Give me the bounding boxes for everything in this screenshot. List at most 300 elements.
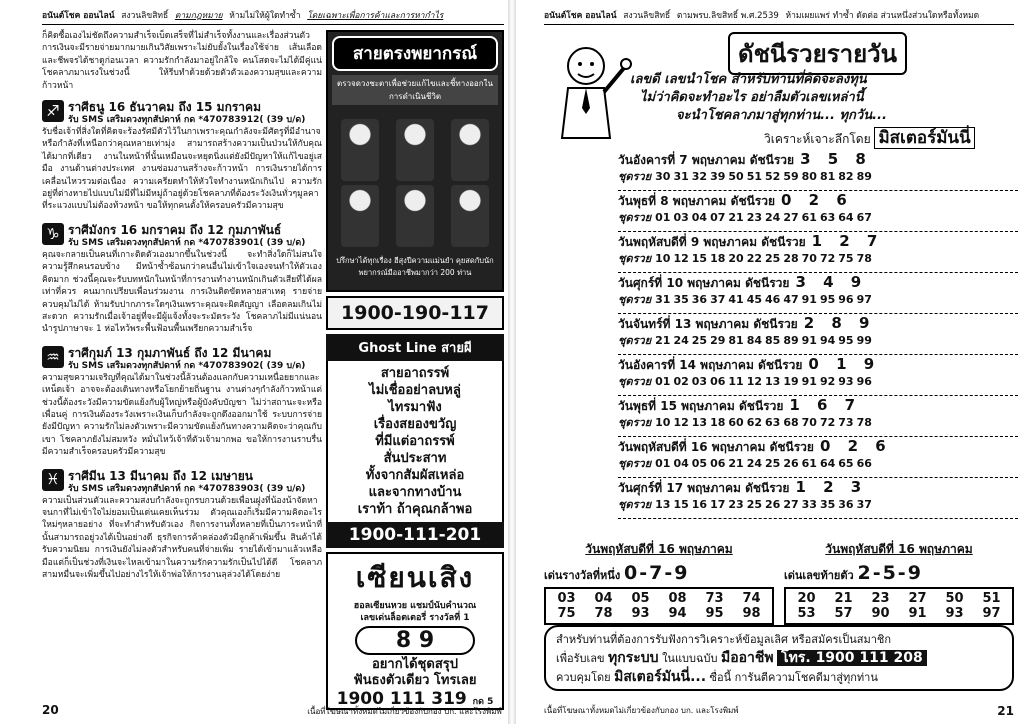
sign-heading	[68, 469, 305, 495]
draw-index-digits: 0 1 9	[808, 355, 881, 373]
set-number: 68	[783, 416, 799, 429]
zodiac-sign	[42, 469, 322, 582]
set-number: 84	[746, 334, 763, 347]
set-number: 61	[801, 211, 817, 224]
sign-body: ความเป็นส่วนตัวและความสงบกำลังจะถูกรบกวนด้วยเพื่อนฝูงที่น้องน้าจัดหาจนกาที่ไม่เข้าใจไม่ยอมเป็นเด่นเคยเห็นร่วม ตัวคุณเองก็เริ่มมีความคิดอะไรใหม่ๆหลายอย่าง ที่จะทำสำหรับตัวเอง กิจการงานทั้งหลายที่เป็นภาระหน้าที่นั้นสามารถอยู่วงได้เป็นอย่างดี ธุรกิจการค้าคล่องตัวมีลูกค้าเพิ่มขึ้น สินค้าได้รับความนิยม การเงินยังไม่ลงตัวสำหรับคนที่จ่ายเพิ่ม รายได้เข้ามาแล้วเหลือ มือแต่ก็เป็นช่วงที่เงินจะไหลเข้ามาในความรักความรักเป็นไปได้ดี โชคลาภสามหมื่นจะเพิ่มขึ้นไปอย่างไรให้เจ้าพ่อให้การงานลุล่วงได้โดยง่าย	[42, 495, 322, 580]
set-number: 15	[691, 252, 708, 265]
set-number: 37	[856, 498, 872, 511]
set-number: 93	[838, 375, 854, 388]
ad3-line-2: เลขเด่นล็อตเตอรี่ รางวัลที่ 1	[360, 613, 470, 623]
set-number: 23	[746, 211, 763, 224]
set-number: 19	[783, 375, 799, 388]
subscribe-text: เพื่อรับเลข	[556, 652, 605, 665]
draw-index-digits: 1 2 3	[795, 478, 868, 496]
banner-line-1: เลขดี เลขนำโชค สำหรับท่านที่คิดจะลงทุน	[630, 72, 867, 87]
ad3-lucky-numbers: 8 9	[355, 626, 475, 655]
draw-heading	[618, 397, 1018, 415]
index-label: ดัชนีรวย	[749, 153, 795, 167]
footer-disclaimer: เนื้อที่โฆษณาทั้งหมดไม่เกี่ยวข้องกับกอง บก. และโรงพิมพ์	[544, 706, 739, 715]
set-number: 65	[838, 457, 854, 470]
draw-row	[618, 437, 1018, 478]
intro-paragraph: ก็คิดซื้อเองไม่ชัดถึงความสำเร็จเบ็ดเสร็จที่ไม่สำเร็จทั้งงานและเรื่องส่วนตัว การเงินจะมีรายจ่ายมากมายเกินวิสัยเพราะไม่ยับยั้งในเรื่องใช้จ่าย เส้นเลือดและชีพจรได้ชาดูก่อนเวลา ความรักกำลังมาอยู่ใกล้ใจ คนโสดจะไม่ได้มีคู่แน่ โชคลาภมาแรงในช่วงนี้ ให้รีบทำด้วยด้วยตัวตัวเองความสุขและความก้าวหน้า	[42, 31, 322, 91]
sign-header	[42, 469, 322, 495]
prize-digits: 2-5-9	[857, 562, 923, 584]
astrologer-photo	[341, 119, 379, 181]
prize-number: 90	[871, 606, 890, 621]
page-number: 21	[997, 704, 1014, 718]
set-number: 01	[655, 375, 671, 388]
publisher-name: อนันต์โชค ออนไลน์	[544, 11, 617, 21]
draw-set-numbers	[618, 415, 1018, 431]
set-number: 94	[819, 334, 836, 347]
set-number: 12	[673, 416, 689, 429]
sign-sms-line: รับ SMS เสริมดวงทุกสัปดาห์ กด *470783903( (39 บ/ด)	[68, 483, 306, 494]
set-number: 03	[691, 375, 708, 388]
prize-number: 97	[982, 606, 1001, 621]
prize-number: 50	[945, 591, 964, 606]
sign-sms-line: รับ SMS เสริมดวงทุกสัปดาห์ กด *470783901( (39 บ/ด)	[68, 237, 306, 248]
ghost-line-text: สั่นประสาท	[383, 451, 447, 466]
draw-day: วันพฤหัสบดีที่ 9 พฤษภาคม	[618, 235, 758, 249]
set-number: 66	[856, 457, 872, 470]
draw-index-digits: 1 2 7	[811, 232, 884, 250]
index-label: ดัชนีรวย	[761, 235, 806, 249]
set-number: 51	[746, 170, 763, 183]
set-number: 27	[783, 498, 799, 511]
set-number: 41	[728, 293, 744, 306]
set-number: 17	[710, 498, 726, 511]
index-label: ดัชนีรวย	[758, 358, 803, 372]
astrologer-photo	[451, 185, 489, 247]
astrologer-photo	[341, 185, 379, 247]
sign-sms-line: รับ SMS เสริมดวงทุกสัปดาห์ กด *470783902( (39 บ/ด)	[68, 360, 306, 371]
set-number: 59	[783, 170, 799, 183]
prize-headline	[544, 562, 774, 584]
draw-set-numbers	[618, 497, 1018, 513]
horoscope-column	[42, 30, 322, 591]
draw-row	[618, 273, 1018, 314]
set-number: 25	[765, 252, 781, 265]
prize-number: 95	[705, 606, 724, 621]
index-label: ดัชนีรวย	[769, 440, 814, 454]
set-number: 32	[691, 170, 708, 183]
ad3-logo: เซียนเสิง	[355, 561, 475, 594]
set-label: ชุดรวย	[618, 457, 652, 470]
ghost-line-text: ที่มีแต่อาถรรพ์	[375, 434, 455, 449]
set-label: ชุดรวย	[618, 293, 652, 306]
set-number: 12	[746, 375, 763, 388]
draw-index-digits: 0 2 6	[819, 437, 892, 455]
draw-row	[618, 355, 1018, 396]
index-label: ดัชนีรวย	[739, 399, 784, 413]
set-number: 39	[710, 170, 726, 183]
zodiac-sign	[42, 100, 322, 213]
set-number: 05	[691, 457, 708, 470]
subscribe-text: ควบคุมโดย	[556, 671, 611, 684]
banner-line-3: จะนำโชคลาภมาสู่ทุกท่าน... ทุกวัน...	[676, 108, 887, 123]
ad3-phone-number: 1900 111 319	[336, 689, 467, 709]
zodiac-icon: ♑	[42, 223, 64, 245]
set-number: 78	[856, 416, 872, 429]
set-number: 18	[710, 252, 726, 265]
prize-number: 73	[705, 591, 724, 606]
prize-box-first	[544, 540, 774, 625]
zodiac-icon: ♓	[42, 469, 64, 491]
sign-heading	[68, 100, 305, 126]
ghost-line-body	[326, 361, 504, 522]
set-number: 30	[655, 170, 671, 183]
set-number: 81	[728, 334, 744, 347]
set-number: 64	[819, 457, 836, 470]
set-number: 96	[838, 293, 854, 306]
sign-header	[42, 100, 322, 126]
footer-disclaimer: เนื้อที่โฆษณาทั้งหมดไม่เกี่ยวข้องกับกอง บก. และโรงพิมพ์	[307, 707, 502, 716]
draw-heading	[618, 356, 1018, 374]
ad-column	[326, 30, 504, 709]
set-number: 80	[801, 170, 817, 183]
prize-number: 23	[871, 591, 890, 606]
set-number: 16	[691, 498, 708, 511]
copyright-text: สงวนลิขสิทธิ์	[121, 11, 169, 21]
ghost-line-text: เรื่องสยองขวัญ	[373, 417, 457, 432]
subscribe-bold: ทุกระบบ	[608, 650, 659, 666]
zodiac-sign	[42, 346, 322, 459]
set-number: 92	[819, 375, 836, 388]
notice-text: ห้ามเผยแพร่ ทำซ้ำ ดัดต่อ ส่วนหนึ่งส่วนใดหรือทั้งหมด	[785, 11, 980, 21]
banner-analyst	[764, 124, 975, 151]
prize-number: 53	[797, 606, 816, 621]
ad-caption: ปรึกษาได้ทุกเรื่อง ฮีสุงปีความแม่นยำ คุยสดกับนักพยากรณ์มืออาชีพมากว่า 200 ท่าน	[336, 256, 494, 277]
draw-day: วันศุกร์ที่ 10 พฤษภาคม	[618, 276, 741, 290]
set-number: 33	[801, 498, 817, 511]
draw-row	[618, 478, 1018, 519]
set-number: 24	[746, 457, 763, 470]
set-number: 37	[710, 293, 726, 306]
ad3-line-1: ฮอลเซียนหวย แชมป์นับคำนวณ	[353, 601, 477, 611]
set-number: 63	[819, 211, 836, 224]
set-number: 21	[655, 334, 671, 347]
set-number: 91	[801, 293, 817, 306]
ghost-line-text: ไทรมาฟัง	[388, 400, 442, 415]
ad3-ask: อยากได้ชุดสรุป	[371, 657, 458, 672]
set-number: 95	[819, 293, 836, 306]
publisher-name: อนันต์โชค ออนไลน์	[42, 11, 115, 21]
sign-header	[42, 346, 322, 372]
ghost-line-text: ไม่เชื่ออย่าลบหลู่	[369, 383, 461, 398]
sign-heading	[68, 223, 305, 249]
set-number: 35	[819, 498, 836, 511]
set-number: 89	[856, 170, 872, 183]
law-text: ตามกฎหมาย	[174, 11, 223, 21]
set-number: 50	[728, 170, 744, 183]
set-number: 72	[819, 416, 836, 429]
set-number: 46	[765, 293, 781, 306]
set-number: 04	[691, 211, 708, 224]
set-number: 47	[783, 293, 799, 306]
set-label: ชุดรวย	[618, 252, 652, 265]
draw-day: วันอังคารที่ 7 พฤษภาคม	[618, 153, 746, 167]
draw-day: วันจันทร์ที่ 13 พฤษภาคม	[618, 317, 750, 331]
subscribe-bold: มิสเตอร์มันนี่...	[614, 669, 707, 685]
set-number: 11	[728, 375, 744, 388]
astrologer-photo	[396, 119, 434, 181]
banner-line-2: ไม่ว่าคิดจะทำอะไร อย่าลืมตัวเลขเหล่านี้	[640, 90, 864, 105]
set-number: 60	[728, 416, 744, 429]
sign-body: รับชื่อเจ้าที่สิ่งใดที่คิดจะร้องรัศมีตัวไว้ในกาเพราะคุณกำลังจะมีศัตรูที่มีอำนาจหรือกำลังที่เหนือกว่าคุณหลายเท่ามุ่ง สามารถสร้างความเป็นป่วนให้กับคุณได้มากที่เดียว งานในหน้าที่นั้นเหมือนจะหยุดนิ่งแต่ยังมีปัญหาให้แก้ไขอยู่เสมือ งานด้านต่างประเทศ งานซ่อมงานสร้างจะก้าวหน้า การเงินรายได้การเคลื่อนไหวรวมต่อเนื่อง ความเครียดทำให้หัวใจทำงานหนักเกินไป ความรักอยู่ที่ต่างหายไปแบบไม่มีที่ไม่มีหมู่ถ้าอยู่ด้วยโชคลาภที่ต้องระวังเงินทั่วๆมูลคาที่ระแวงแบบไม่ต้องท้วงหน้า ขอให้ทุกคนตั้งให้ครอบครัวมีความสุข	[42, 127, 322, 212]
draw-row	[618, 396, 1018, 437]
sign-header	[42, 223, 322, 249]
prize-number: 05	[631, 591, 650, 606]
set-label: ชุดรวย	[618, 498, 652, 511]
prize-number: 74	[742, 591, 761, 606]
set-number: 10	[655, 416, 671, 429]
draw-index-digits: 1 6 7	[789, 396, 862, 414]
set-number: 96	[856, 375, 872, 388]
draw-heading	[618, 479, 1018, 497]
sign-title: ราศีกุมภ์ 13 กุมภาพันธ์ ถึง 12 มีนาคม	[68, 345, 272, 360]
signs-list	[42, 100, 322, 581]
set-number: 15	[673, 498, 689, 511]
set-number: 45	[746, 293, 763, 306]
left-footer	[42, 703, 502, 718]
draw-heading	[618, 274, 1018, 292]
draw-heading	[618, 151, 1018, 169]
set-label: ชุดรวย	[618, 170, 652, 183]
set-number: 72	[819, 252, 836, 265]
analyst-name: มิสเตอร์มันนี่	[874, 127, 974, 149]
set-number: 36	[838, 498, 854, 511]
set-number: 24	[765, 211, 781, 224]
prize-digits: 0-7-9	[624, 562, 690, 584]
subscribe-line-1: สำหรับท่านที่ต้องการรับฟังการวิเคราะห์ข้อมูลเลิศ หรือสมัครเป็นสมาชิก	[556, 633, 892, 646]
draw-set-numbers	[618, 251, 1018, 267]
set-number: 12	[673, 252, 689, 265]
set-number: 10	[655, 252, 671, 265]
prize-number-grid	[544, 587, 774, 625]
ad3-ask-2: ฟันธงตัวเดียว โทรเลย	[353, 673, 477, 688]
set-number: 81	[819, 170, 836, 183]
set-number: 02	[673, 375, 689, 388]
draw-heading	[618, 315, 1018, 333]
set-number: 73	[838, 416, 854, 429]
set-number: 95	[838, 334, 854, 347]
notice-text: ห้ามไม่ให้ผู้ใดทำซ้ำ	[229, 11, 301, 21]
set-number: 29	[710, 334, 726, 347]
prize-number: 93	[631, 606, 650, 621]
draw-index-digits: 3 5 8	[800, 150, 872, 168]
set-number: 21	[728, 457, 744, 470]
prize-headline	[784, 562, 1014, 584]
set-number: 91	[801, 375, 817, 388]
subscribe-text: ซื่อนี้ การันตีความโชคดีมาสู่ทุกท่าน	[709, 671, 878, 684]
hotline-phone[interactable]: 1900-190-117	[326, 296, 504, 330]
prize-number: 04	[594, 591, 613, 606]
set-number: 36	[691, 293, 708, 306]
zodiac-icon: ♒	[42, 346, 64, 368]
ghost-line-phone[interactable]: 1900-111-201	[326, 522, 504, 548]
prize-number: 27	[908, 591, 927, 606]
sign-title: ราศีมังกร 16 มกราคม ถึง 12 กุมภาพันธ์	[68, 222, 282, 237]
page-number: 20	[42, 703, 59, 717]
draw-row	[618, 191, 1018, 232]
zodiac-sign	[42, 223, 322, 336]
set-label: ชุดรวย	[618, 334, 652, 347]
set-number: 91	[801, 334, 817, 347]
set-number: 07	[710, 211, 726, 224]
set-number: 70	[801, 252, 817, 265]
draw-set-numbers	[618, 292, 1018, 308]
set-number: 01	[655, 211, 671, 224]
ghost-line-text: เราท้า ถ้าคุณกล้าพอ	[357, 502, 473, 517]
prize-number-grid	[784, 587, 1014, 625]
ghost-line-text: ทั้งจากสัมผัสเหล่อ	[365, 468, 465, 483]
set-number: 22	[746, 252, 763, 265]
set-number: 25	[765, 457, 781, 470]
draw-set-numbers	[618, 456, 1018, 472]
set-number: 06	[710, 457, 726, 470]
draw-row	[618, 232, 1018, 273]
ghost-line-text: และจากทางบ้าน	[368, 485, 462, 500]
set-number: 27	[783, 211, 799, 224]
set-number: 13	[655, 498, 671, 511]
prize-number: 51	[982, 591, 1001, 606]
sign-body: คุณจะกลายเป็นคนที่เกาะติดตัวเองมากขึ้นในช่วงนี้ จะทำสิ่งใดก็ไม่สนใจความรู้สึกคนรอบข้าง มีหน้าซ้ำซ้อนกว่าคนอื่นไม่เข้าใจเองจนทำให้ตัวเองคิดมาก ช่วงนี้คุณจะรับบทหนักในหน้าที่การงานทำงานหนักเกินตัวเสียที่ได้ผลเท่าที่ควร คนมากเปรียบเพื่อนร่วมงาน การเงินติดขัดหลายสาเหตุ รายจ่ายควบคุมไม่ได้ ห้ามรับปากภาระใดๆเงินเพราะคุณจะผิดสัญญา เลือดลมเกินไม่สะดวก ความรักเมื่อเจ้าอยู่ที่จะมีผู้แจ้งทั้งจะระมัดระวัง โชคลาภไม่มีแน่นอน นำรูปภาษาจะ 1 ห่อไหว้พระพื้นฟ้อนพื้นเพรียกความสำเร็จ	[42, 249, 322, 335]
set-number: 78	[856, 252, 872, 265]
draw-heading	[618, 233, 1018, 251]
set-number: 25	[746, 498, 763, 511]
set-number: 70	[801, 416, 817, 429]
purpose-text: โดยเฉพาะเพื่อการค้าและการหากำไร	[307, 11, 444, 21]
mascot-illustration	[544, 38, 634, 148]
set-label: ชุดรวย	[618, 375, 652, 388]
index-label: ดัชนีรวย	[730, 194, 776, 208]
prize-box-last-digits	[784, 540, 1014, 625]
draw-set-numbers	[618, 333, 1018, 349]
draw-heading	[618, 192, 1018, 210]
right-page	[514, 0, 1024, 724]
draw-row	[618, 150, 1018, 191]
sign-sms-line: รับ SMS เสริมดวงทุกสัปดาห์ กด *470783912( (39 บ/ด)	[68, 115, 306, 126]
prize-number: 78	[594, 606, 613, 621]
ad-logo: สายตรงพยากรณ์	[332, 36, 498, 71]
draw-set-numbers	[618, 210, 1018, 226]
sign-body: ความสุขความเจริญที่คุณได้มาในช่วงนี้ล้วนต้องแลกกับความเหนื่อยยากและเหน็ดเจ้า อาจจะต้องเดินทางหรือโยกย้ายถิ่นฐาน งานต่างๆกำลังก้าวหน้าแต่ช่วงนี้ต้องระวังมีความขัดแย้งกับผู้ใหญ่หรือผู้บังคับบัญชา ไม่ว่าสถานะจะหรือเพื่อนคู่ การเงินต้องระวังเพราะเงินเก็บกำลังจะถูกดึงออกมาใช้ ระบบการจ่ายยังมีปัญหา ความรักไม่ลงตัวเพราะมีความขัดแย้งกันทางความคิดจะว่าคุณกับเขา โชคลาภยังไม่สมหวัง หมั่นไหว้เจ้าที่ตัวเจ้ามากพอ ขอให้การงานราบรื่นมีความสำเร็จครอบครัวมีความสุข	[42, 372, 322, 458]
prize-date: วันพฤหัสบดีที่ 16 พฤษภาคม	[825, 542, 973, 556]
draw-heading	[618, 438, 1018, 456]
prize-number: 21	[834, 591, 853, 606]
set-number: 25	[691, 334, 708, 347]
sign-heading	[68, 346, 305, 372]
set-number: 13	[765, 375, 781, 388]
subscribe-bold: มืออาชีพ	[720, 650, 774, 666]
draw-index-digits: 2 8 9	[803, 314, 876, 332]
ad-subtitle: ตรวจดวงชะตาเพื่อช่วยแก้ไขและชี้ทางออกในการดำเนินชีวิต	[332, 75, 498, 105]
set-number: 61	[801, 457, 817, 470]
set-number: 24	[673, 334, 689, 347]
set-number: 04	[673, 457, 689, 470]
subscribe-box[interactable]	[544, 625, 1014, 691]
set-number: 28	[783, 252, 799, 265]
set-label: ชุดรวย	[618, 416, 652, 429]
set-number: 97	[856, 293, 872, 306]
prize-number: 75	[557, 606, 576, 621]
analyst-label: วิเคราะห์เจาะลึกโดย	[764, 132, 871, 146]
prize-number: 93	[945, 606, 964, 621]
sign-title: ราศีมีน 13 มีนาคม ถึง 12 เมษายน	[68, 468, 254, 483]
sign-title: ราศีธนู 16 ธันวาคม ถึง 15 มกราคม	[68, 100, 261, 115]
prize-number: 08	[668, 591, 687, 606]
astrologer-photo	[451, 119, 489, 181]
law-text: ตามพรบ.ลิขสิทธิ์ พ.ศ.2539	[676, 11, 779, 21]
ghost-line-text: สายอาถรรพ์	[380, 366, 450, 381]
banner-title: ดัชนีรวยรายวัน	[728, 32, 907, 75]
set-number: 03	[673, 211, 689, 224]
prize-number: 20	[797, 591, 816, 606]
prize-label: เด่นรางวัลที่หนึ่ง	[544, 569, 621, 582]
subscribe-line-3	[556, 668, 1002, 687]
zodiac-icon: ♐	[42, 100, 64, 122]
right-header	[544, 8, 1014, 25]
draw-day: วันพุธที่ 8 พฤษภาคม	[618, 194, 727, 208]
draw-set-numbers	[618, 374, 1018, 390]
set-number: 06	[710, 375, 726, 388]
ad3-press: กด 5	[472, 697, 494, 707]
set-number: 63	[765, 416, 781, 429]
set-number: 75	[838, 252, 854, 265]
set-number: 64	[838, 211, 854, 224]
subscribe-text: ในแบบฉบับ	[662, 652, 718, 665]
prize-date: วันพฤหัสบดีที่ 16 พฤษภาคม	[585, 542, 733, 556]
set-number: 26	[783, 457, 799, 470]
lottery-expert-ad[interactable]	[326, 552, 504, 710]
set-number: 23	[728, 498, 744, 511]
set-number: 31	[655, 293, 671, 306]
draw-index-digits: 0 2 6	[781, 191, 853, 209]
set-number: 31	[673, 170, 689, 183]
fortune-hotline-ad[interactable]	[326, 30, 504, 292]
set-number: 21	[728, 211, 744, 224]
prize-number: 91	[908, 606, 927, 621]
daily-draws-list	[618, 150, 1018, 519]
set-number: 26	[765, 498, 781, 511]
prize-number: 03	[557, 591, 576, 606]
draw-set-numbers	[618, 169, 1018, 185]
draw-index-digits: 3 4 9	[795, 273, 868, 291]
set-number: 89	[783, 334, 799, 347]
index-label: ดัชนีรวย	[753, 317, 798, 331]
set-number: 18	[710, 416, 726, 429]
prize-number: 98	[742, 606, 761, 621]
right-footer	[544, 704, 1014, 718]
subscribe-phone[interactable]: โทร. 1900 111 208	[777, 650, 927, 666]
left-page	[0, 0, 510, 724]
subscribe-line-2	[556, 649, 1002, 668]
set-number: 99	[856, 334, 872, 347]
draw-row	[618, 314, 1018, 355]
set-number: 20	[728, 252, 744, 265]
left-header	[42, 8, 504, 25]
set-number: 13	[691, 416, 708, 429]
index-label: ดัชนีรวย	[745, 481, 790, 495]
prize-number: 94	[668, 606, 687, 621]
ghost-line-title: Ghost Line สายผี	[326, 334, 504, 361]
astrologer-photos	[332, 117, 498, 249]
draw-day: วันศุกร์ที่ 17 พฤษภาคม	[618, 481, 741, 495]
draw-day: วันพฤหัสบดีที่ 16 พฤษภาคม	[618, 440, 766, 454]
prize-label: เด่นเลขท้ายตัว	[784, 569, 854, 582]
set-number: 85	[765, 334, 781, 347]
set-number: 35	[673, 293, 689, 306]
